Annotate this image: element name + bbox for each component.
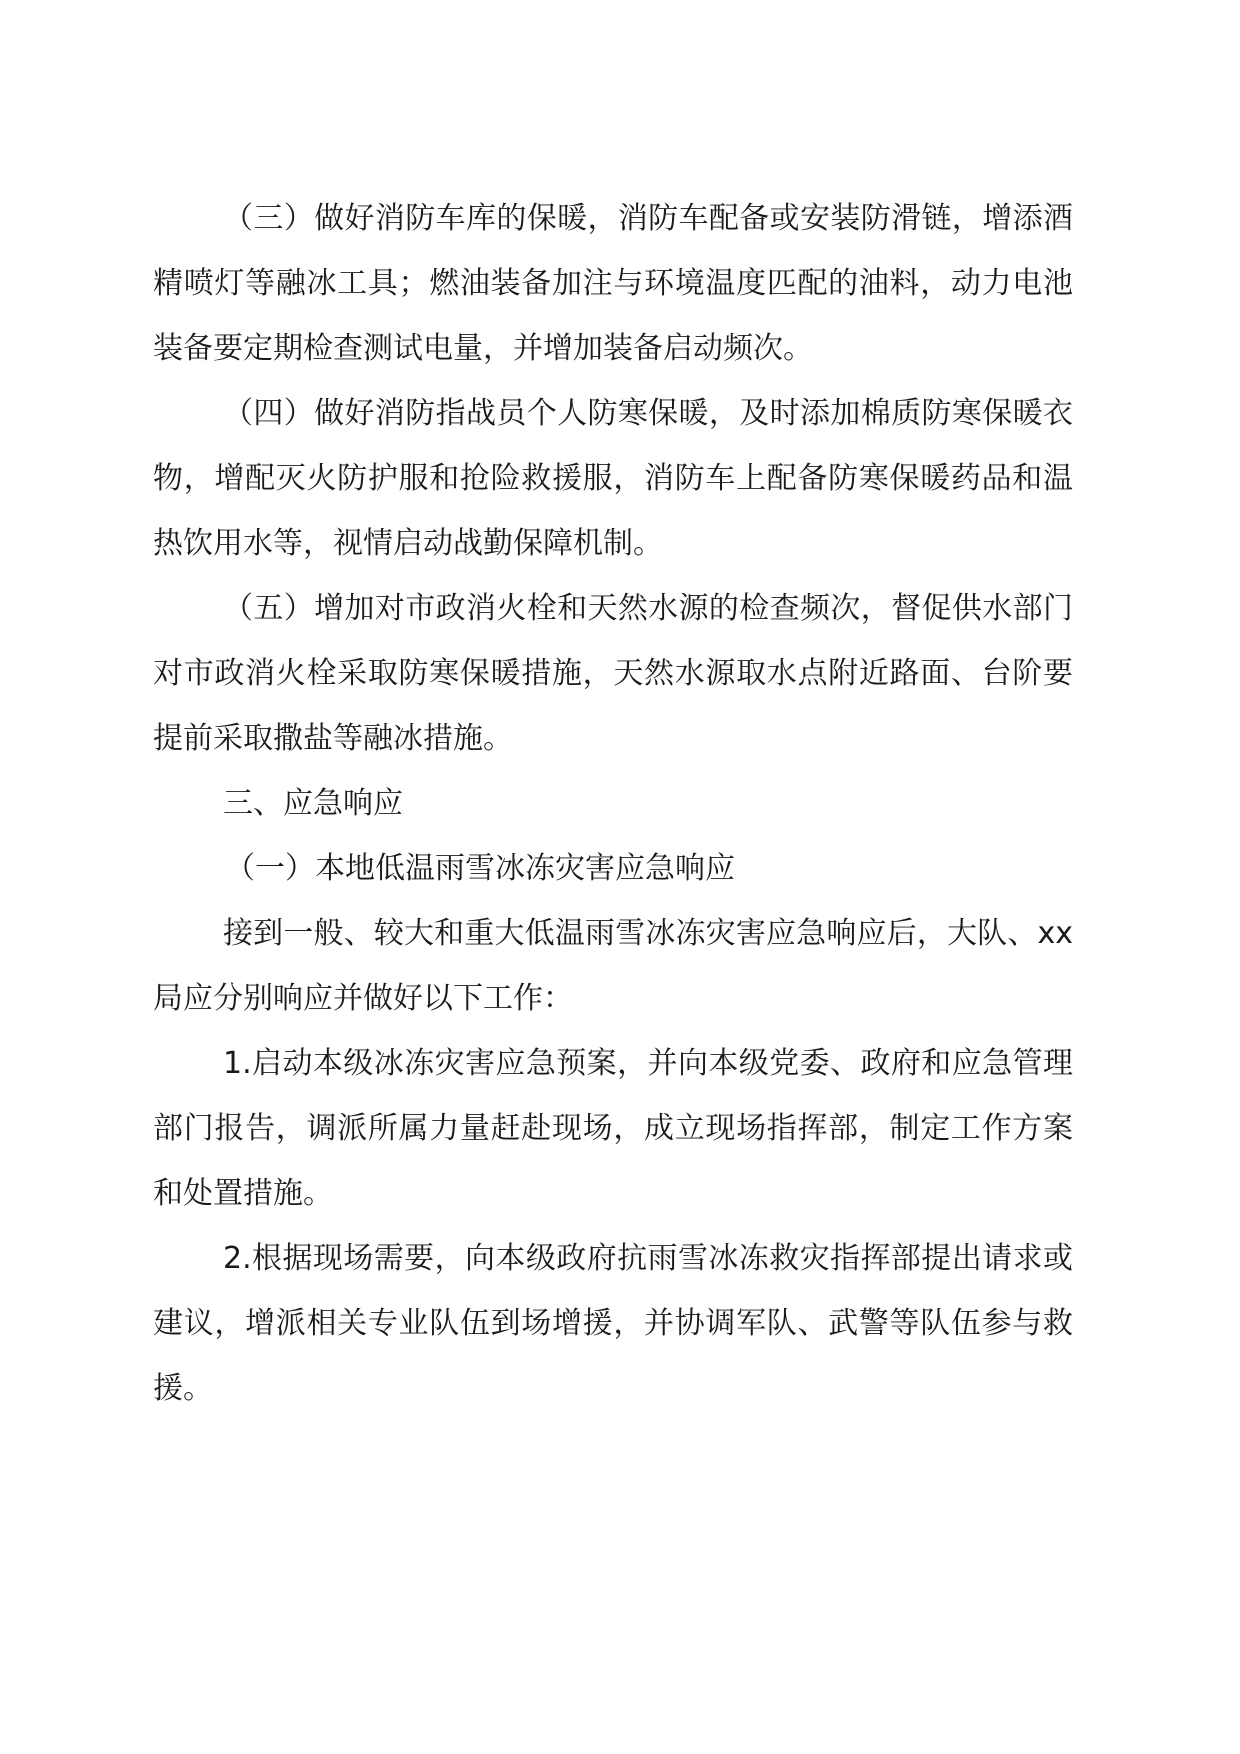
list-item-2: 2.根据现场需要，向本级政府抗雨雪冰冻救灾指挥部提出请求或建议，增派相关专业队伍到场增援，并协调军队、武警等队伍参与救援。 xyxy=(153,1241,1073,1406)
paragraph-hydrant-inspection: （五）增加对市政消火栓和天然水源的检查频次，督促供水部门对市政消火栓采取防寒保暖措施，天然水源取水点附近路面、台阶要提前采取撒盐等融冰措施。 xyxy=(153,591,1073,756)
paragraph-personnel-cold-protection: （四）做好消防指战员个人防寒保暖，及时添加棉质防寒保暖衣物，增配灭火防护服和抢险救援服，消防车上配备防寒保暖药品和温热饮用水等，视情启动战勤保障机制。 xyxy=(153,396,1073,561)
list-item-1: 1.启动本级冰冻灾害应急预案，并向本级党委、政府和应急管理部门报告，调派所属力量赶赴现场，成立现场指挥部，制定工作方案和处置措施。 xyxy=(153,1046,1073,1211)
section-heading-emergency-response: 三、应急响应 xyxy=(223,786,403,821)
paragraph-response-intro: 接到一般、较大和重大低温雨雪冰冻灾害应急响应后，大队、xx局应分别响应并做好以下工作： xyxy=(153,916,1073,1016)
document-body xyxy=(153,186,1073,1421)
subsection-heading-local-response: （一）本地低温雨雪冰冻灾害应急响应 xyxy=(225,851,735,886)
paragraph-fire-garage-warming: （三）做好消防车库的保暖，消防车配备或安装防滑链，增添酒精喷灯等融冰工具；燃油装备加注与环境温度匹配的油料，动力电池装备要定期检查测试电量，并增加装备启动频次。 xyxy=(153,201,1073,366)
